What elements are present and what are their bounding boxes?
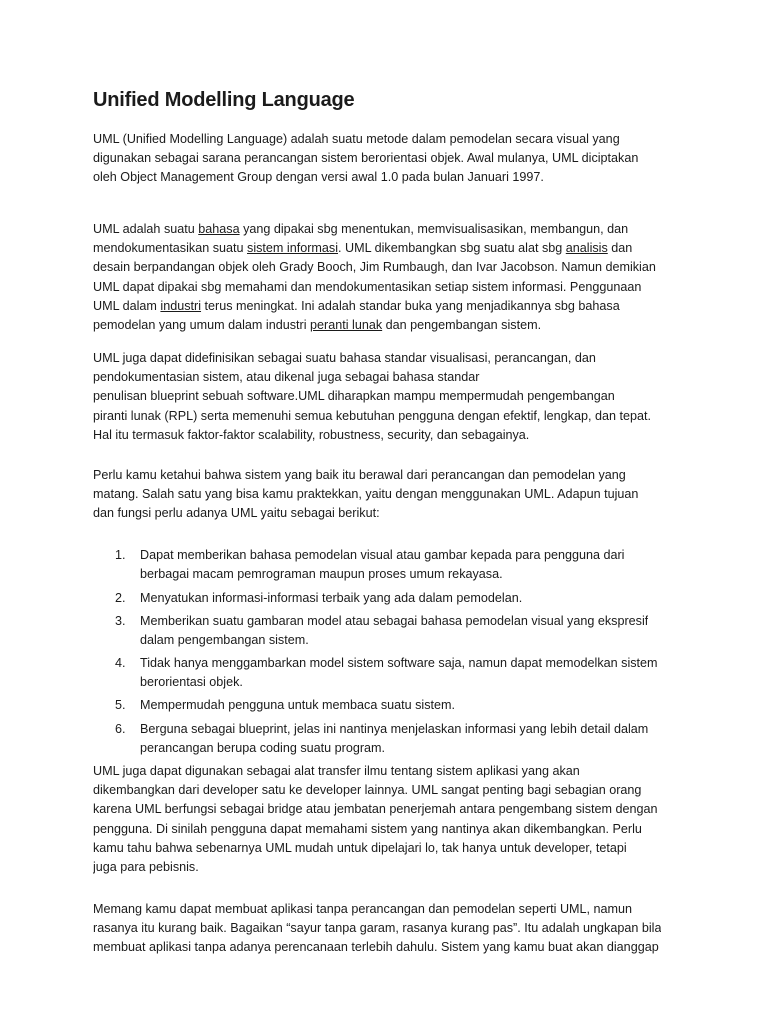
- text-span: terus meningkat. Ini adalah standar buka yang menjadikannya sbg bahasa: [201, 298, 620, 313]
- list-item: [93, 654, 658, 692]
- text-line: desain berpandangan objek oleh Grady Booch, Jim Rumbaugh, dan Ivar Jacobson. Namun demikian: [93, 260, 656, 275]
- text-line: Berguna sebagai blueprint, jelas ini nantinya menjelaskan informasi yang lebih detail dalam: [140, 722, 649, 736]
- text-line: piranti lunak (RPL) serta memenuhi semua kebutuhan pengguna dengan efektif, lengkap, dan tepat.: [93, 408, 651, 423]
- text-line: UML juga dapat didefinisikan sebagai suatu bahasa standar visualisasi, perancangan, dan: [93, 351, 596, 365]
- list-item: [93, 589, 522, 608]
- text-line: [93, 316, 656, 335]
- text-span: yang dipakai sbg menentukan, memvisualisasikan, membangun, dan: [239, 222, 629, 236]
- list-number: 4.: [115, 656, 126, 670]
- text-line: digunakan sebagai sarana perancangan sistem berorientasi objek. Awal mulanya, UML diciptakan: [93, 151, 639, 166]
- paragraph-purpose: [93, 466, 638, 524]
- list-number: 6.: [115, 722, 126, 736]
- text-line: rasanya itu kurang baik. Bagaikan “sayur tanpa garam, rasanya kurang pas”. Itu adalah ungkapan bila: [93, 921, 662, 936]
- link-sistem-informasi[interactable]: sistem informasi: [247, 241, 338, 256]
- text-span: . UML dikembangkan sbg suatu alat sbg: [338, 241, 566, 256]
- text-line: matang. Salah satu yang bisa kamu praktekkan, yaitu dengan menggunakan UML. Adapun tujuan: [93, 487, 639, 502]
- list-number: 1.: [115, 548, 126, 562]
- list-number: 3.: [115, 614, 126, 628]
- list-item: [93, 612, 648, 650]
- text-line: UML juga dapat digunakan sebagai alat transfer ilmu tentang sistem aplikasi yang akan: [93, 764, 580, 778]
- text-line: perancangan berupa coding suatu program.: [140, 741, 386, 756]
- paragraph-transfer: [93, 762, 658, 877]
- text-span: dan: [607, 241, 633, 256]
- text-span: pemodelan yang umum dalam industri: [93, 317, 311, 332]
- text-line: dan fungsi perlu adanya UML yaitu sebagai berikut:: [93, 506, 380, 521]
- list-number: 5.: [115, 698, 126, 712]
- text-line: [93, 239, 656, 258]
- text-line: karena UML berfungsi sebagai bridge atau jembatan penerjemah antara pengembang sistem dengan: [93, 802, 658, 817]
- text-line: dalam pengembangan sistem.: [140, 633, 309, 648]
- text-line: [93, 220, 656, 239]
- text-line: juga para pebisnis.: [93, 859, 199, 874]
- link-industri[interactable]: industri: [160, 298, 202, 313]
- text-line: Perlu kamu ketahui bahwa sistem yang baik itu berawal dari perancangan dan pemodelan yang: [93, 468, 626, 482]
- document-title: Unified Modelling Language: [93, 89, 355, 111]
- text-line: Hal itu termasuk faktor-faktor scalability, robustness, security, dan sebagainya.: [93, 427, 530, 442]
- text-line: Memberikan suatu gambaran model atau sebagai bahasa pemodelan visual yang ekspresif: [140, 614, 649, 628]
- text-line: berbagai macam pemrograman maupun proses umum rekayasa.: [140, 567, 503, 582]
- list-number: 2.: [115, 591, 126, 605]
- text-line: dikembangkan dari developer satu ke developer lainnya. UML sangat penting bagi sebagian orang: [93, 783, 642, 798]
- link-bahasa[interactable]: bahasa: [198, 222, 240, 236]
- text-line: UML (Unified Modelling Language) adalah suatu metode dalam pemodelan secara visual yang: [93, 132, 620, 146]
- text-line: Mempermudah pengguna untuk membaca suatu sistem.: [140, 698, 456, 712]
- text-line: Dapat memberikan bahasa pemodelan visual atau gambar kepada para pengguna dari: [140, 548, 625, 562]
- text-line: [93, 297, 656, 316]
- text-line: berorientasi objek.: [140, 675, 243, 690]
- list-item: [93, 546, 624, 584]
- paragraph-intro: [93, 130, 638, 188]
- text-line: membuat aplikasi tanpa adanya perencanaan terlebih dahulu. Sistem yang kamu buat akan dianggap: [93, 940, 659, 955]
- list-item: [93, 696, 455, 715]
- paragraph-visualization: [93, 349, 651, 445]
- paragraph-closing: [93, 900, 661, 958]
- link-analisis[interactable]: analisis: [565, 241, 608, 256]
- text-span: mendokumentasikan suatu: [93, 241, 248, 256]
- text-line: Menyatukan informasi-informasi terbaik yang ada dalam pemodelan.: [140, 591, 523, 605]
- text-line: kamu tahu bahwa sebenarnya UML mudah untuk dipelajari lo, tak hanya untuk developer, tetapi: [93, 840, 627, 855]
- text-line: UML dapat dipakai sbg memahami dan mendokumentasikan setiap sistem informasi. Penggunaan: [93, 279, 642, 294]
- text-span: UML dalam: [93, 298, 161, 313]
- text-line: Memang kamu dapat membuat aplikasi tanpa perancangan dan pemodelan seperti UML, namun: [93, 902, 633, 916]
- text-span: UML adalah suatu: [93, 222, 199, 236]
- text-line: pendokumentasian sistem, atau dikenal juga sebagai bahasa standar: [93, 370, 480, 385]
- text-line: pengguna. Di sinilah pengguna dapat memahami sistem yang nantinya akan dikembangkan. Perlu: [93, 821, 642, 836]
- text-span: dan pengembangan sistem.: [382, 317, 542, 332]
- link-peranti-lunak[interactable]: peranti lunak: [310, 317, 383, 332]
- text-line: penulisan blueprint sebuah software.UML diharapkan mampu mempermudah pengembangan: [93, 389, 615, 404]
- list-item: [93, 720, 648, 758]
- text-line: Tidak hanya menggambarkan model sistem software saja, namun dapat memodelkan sistem: [140, 656, 658, 670]
- text-line: oleh Object Management Group dengan versi awal 1.0 pada bulan Januari 1997.: [93, 170, 544, 185]
- paragraph-definition: [93, 220, 656, 335]
